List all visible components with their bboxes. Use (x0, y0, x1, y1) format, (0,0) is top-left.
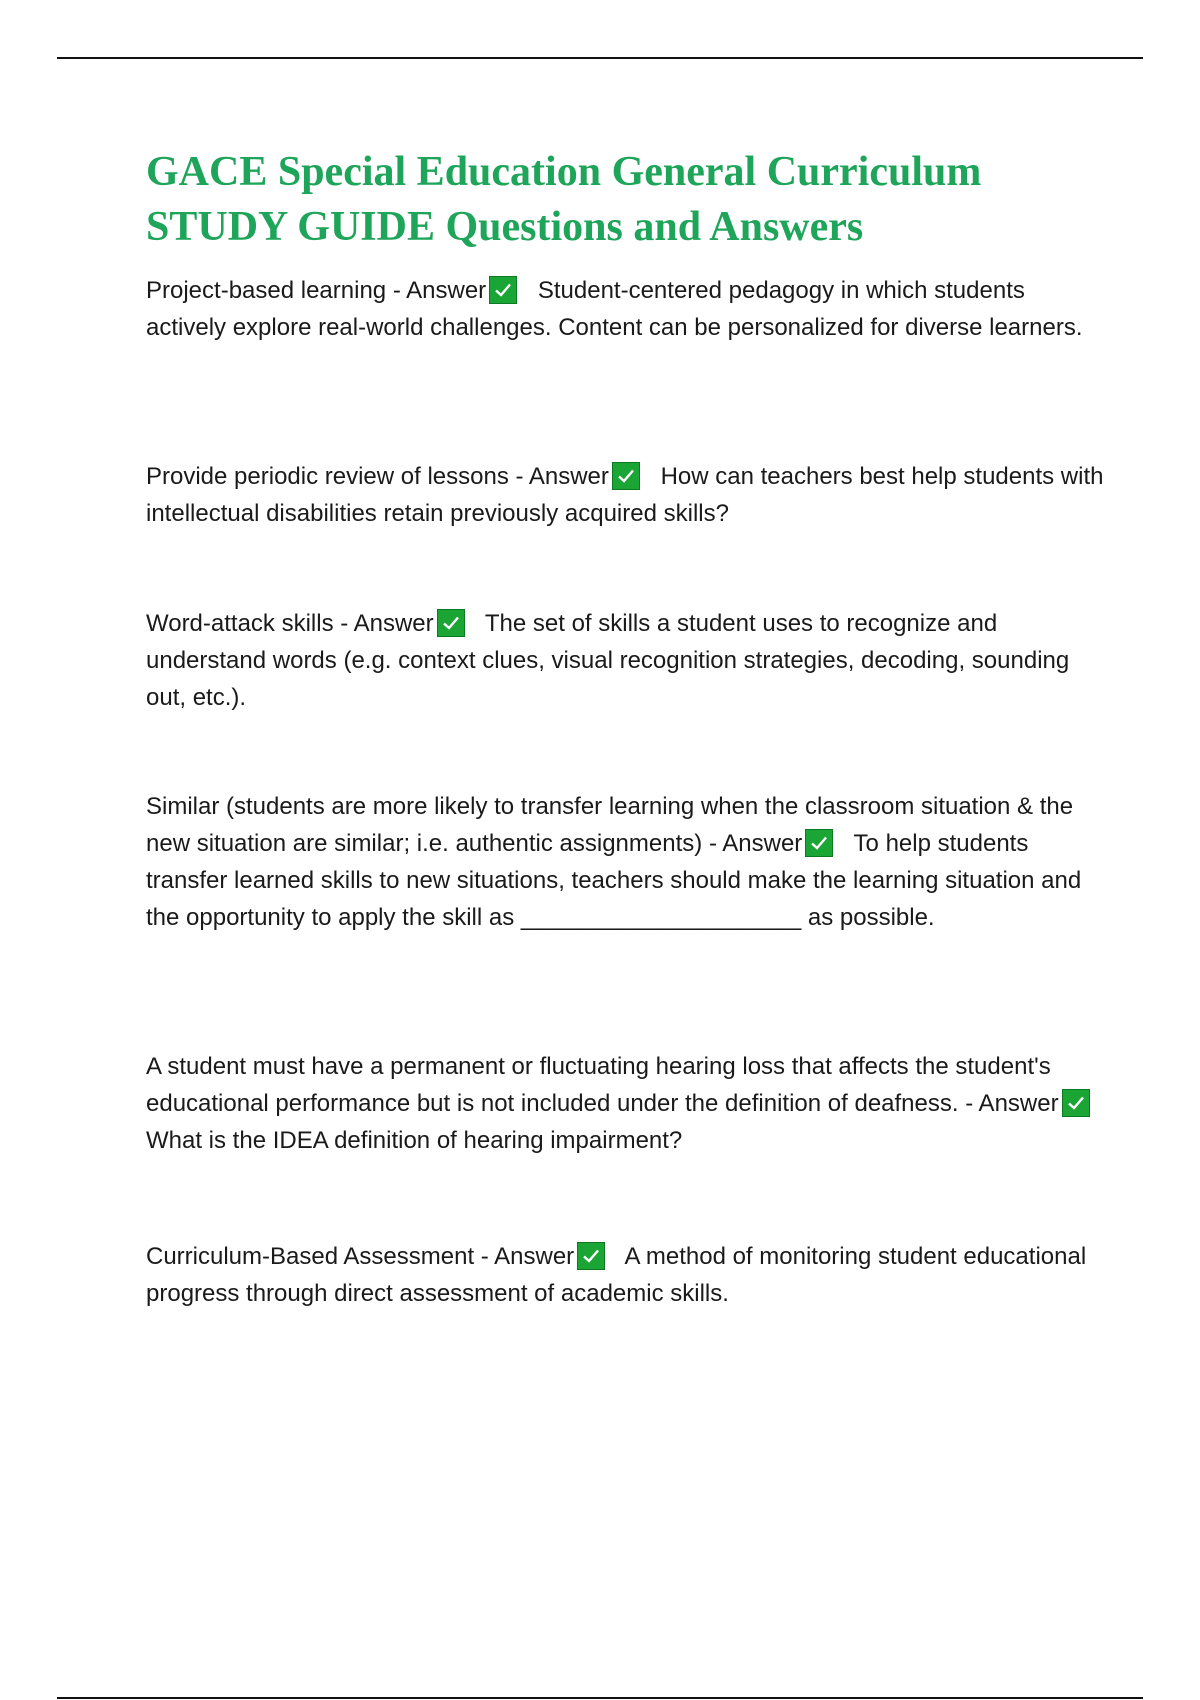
qa-item (146, 1238, 1106, 1312)
qa-definition: What is the IDEA definition of hearing impairment? (146, 1127, 683, 1154)
qa-item (146, 272, 1106, 346)
check-box-icon (1062, 1089, 1090, 1117)
answer-label: - Answer (340, 610, 434, 637)
qa-definition: How can teachers best help students with intellectual disabilities retain previously acquired skills? (146, 463, 1104, 527)
check-box-icon (612, 462, 640, 490)
qa-definition: To help students transfer learned skills to new situations, teachers should make the learning situation and the opportunity to apply the skill as _____________________ as possible. (146, 830, 1082, 931)
answer-label: - Answer (480, 1243, 575, 1270)
answer-label: - Answer (515, 463, 609, 490)
check-box-icon (805, 829, 833, 857)
answer-label: - Answer (708, 830, 803, 857)
qa-item (146, 788, 1106, 936)
qa-term: Similar (students are more likely to transfer learning when the classroom situation & the new situation are similar; i.e. authentic assignments) (146, 793, 1074, 857)
qa-term: Project-based learning (146, 277, 387, 304)
check-box-icon (437, 609, 465, 637)
qa-item (146, 1048, 1106, 1159)
qa-definition: The set of skills a student uses to recognize and understand words (e.g. context clues, visual recognition strategies, decoding, sounding out, etc.). (146, 610, 1070, 711)
qa-item (146, 458, 1106, 532)
top-rule (57, 57, 1143, 59)
answer-label: - Answer (392, 277, 487, 304)
qa-definition: Student-centered pedagogy in which students actively explore real-world challenges. Content can be personalized for diverse learners. (146, 277, 1083, 341)
qa-term: Provide periodic review of lessons (146, 463, 509, 490)
check-box-icon (577, 1242, 605, 1270)
page-title: GACE Special Education General Curriculum STUDY GUIDE Questions and Answers (146, 149, 982, 250)
answer-label: - Answer (965, 1090, 1059, 1117)
qa-term: A student must have a permanent or fluctuating hearing loss that affects the student's educational performance but is not included under the definition of deafness. (146, 1053, 1051, 1117)
qa-term: Word-attack skills (146, 610, 334, 637)
bottom-rule (57, 1697, 1143, 1699)
qa-term: Curriculum-Based Assessment (146, 1243, 475, 1270)
qa-definition: A method of monitoring student educational progress through direct assessment of academic skills. (146, 1243, 1087, 1307)
qa-item (146, 605, 1106, 716)
check-box-icon (489, 276, 517, 304)
